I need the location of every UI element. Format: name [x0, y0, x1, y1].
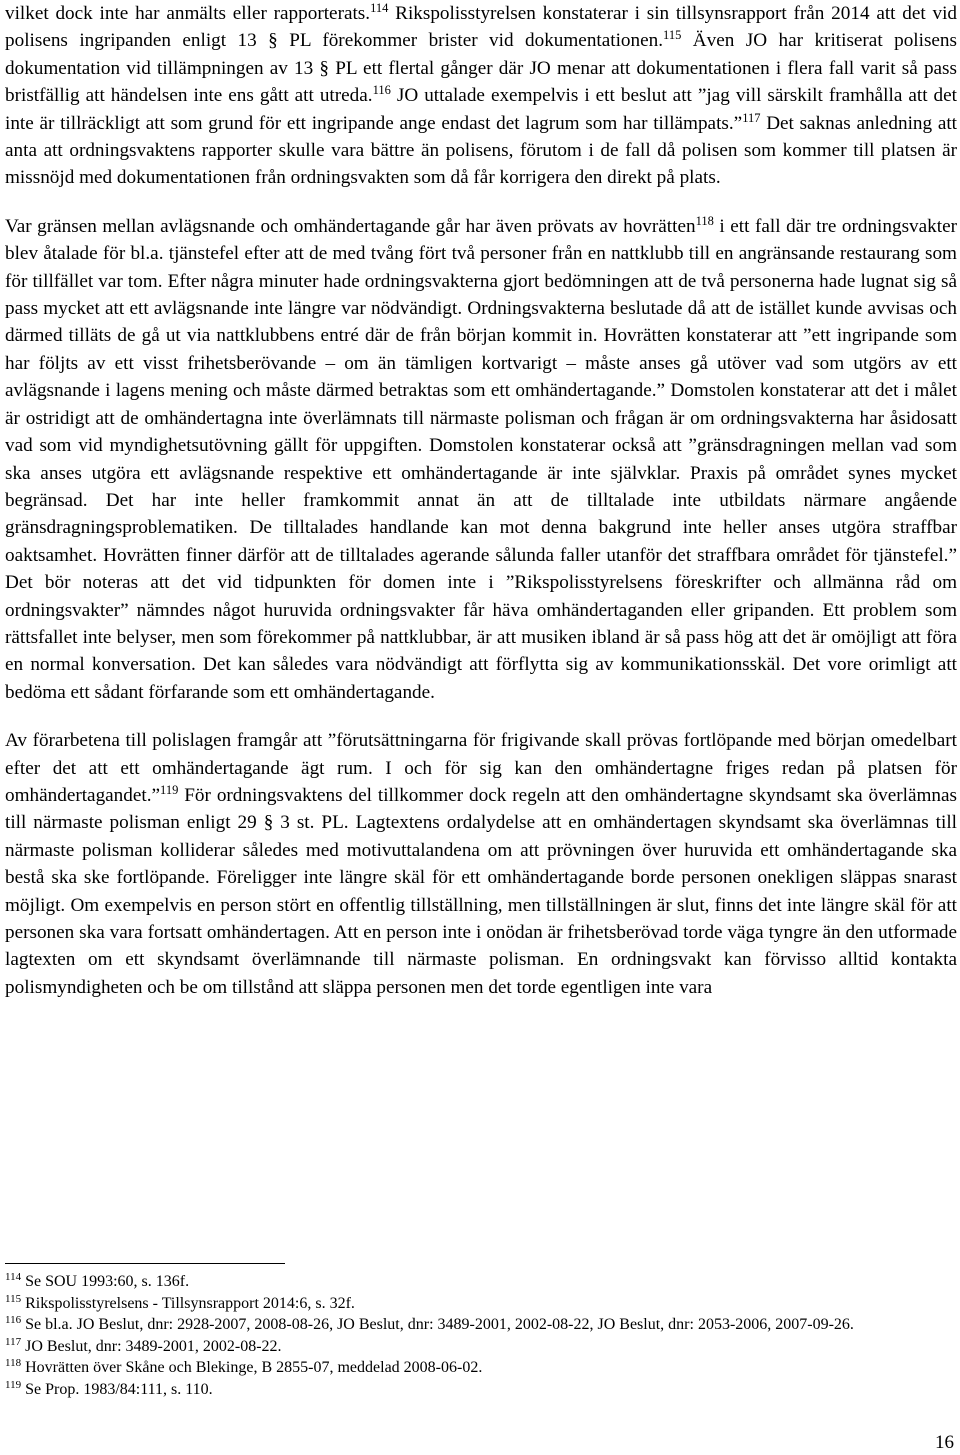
footnote-reference: 114 [370, 1, 389, 15]
footnote [5, 1271, 957, 1293]
footnote-text: Hovrätten över Skåne och Blekinge, B 2855-07, meddelad 2008-06-02. [25, 1359, 483, 1377]
paragraph-text: Även JO har kritiserat polisens dokumentation vid tillämpningen av 13 § PL ett flertal gånger där JO menar att dokumentationen i flera fall varit så pass bristfällig att händelsen inte ens gått att utreda. [5, 30, 957, 107]
footnote [5, 1357, 957, 1379]
page-number: 16 [935, 1432, 954, 1453]
footnote-number: 119 [5, 1378, 22, 1391]
footnote-reference: 119 [160, 782, 179, 797]
footnote-text: Se Prop. 1983/84:111, s. 110. [25, 1380, 213, 1398]
paragraph [5, 0, 957, 192]
footnote-number: 118 [5, 1357, 22, 1370]
footnotes [5, 1271, 957, 1401]
body-text [5, 0, 957, 1001]
paragraph-text: För ordningsvaktens del tillkommer dock regeln att den omhändertagne skyndsamt ska överlämnas till närmaste polisman enligt 29 § 3 st. PL. Lagtextens ordalydelse att en omhändertagen skyndsamt ska överlämnas till närmaste polisman kolliderar således med motivuttalandena om att prövningen över huruvida ett omhändertagande ska bestå ska ske fortlöpande. Föreligger inte längre skäl för ett omhändertagande borde personen onekligen släppas snarast möjligt. Om exempelvis en person stört en offentlig tillställning, men tillställningen är slut, finns det inte längre skäl för att personen ska vara fortsatt omhändertagen. Att en person inte i onödan är frihetsberövad torde väga tyngre än den utformade lagtexten om ett skyndsamt överlämnande till närmaste polisman. En ordningsvakt kan förvisso alltid kontakta polismyndigheten och be om tillstånd att släppa personen men det torde egentligen inte vara [5, 784, 957, 998]
paragraph-text: vilket dock inte har anmälts eller rapporterats. [5, 3, 371, 24]
paragraph-text: Var gränsen mellan avlägsnande och omhändertagande går har även prövats av hovrätten [5, 215, 696, 237]
footnote [5, 1379, 957, 1401]
footnote-reference: 117 [742, 110, 761, 125]
footnote [5, 1293, 957, 1315]
footnote-reference: 118 [695, 213, 714, 228]
paragraph-text: i ett fall där tre ordningsvakter blev åtalade för bl.a. tjänstefel efter att de med tvång fört två personer från en nattklubb till en angränsande restaurang som för tillfället var tom. Efter några minuter hade ordningsvakterna gjort bedömningen att de två personerna hade lugnat sig så pass mycket att ett avlägsnande inte längre var nödvändigt. Ordningsvakterna beslutade då att de istället kunde avvisas och därmed tilläts de gå ut via nattklubbens entré där de från början kommit in. Hovrätten konstaterar att ”ett ingripande som har följts av ett visst frihetsberövande – om än tämligen kortvarigt – måste anses gå utöver vad som utgörs av ett avlägsnande i lagens mening och måste därmed betraktas som ett omhändertagande.” Domstolen konstaterar att det i målet är ostridigt att de omhändertagna inte överlämnats till närmaste polisman och frågan är om ordningsvakterna har åsidosatt vad som vid myndighetsutövning gällt för uppgiften. Domstolen konstaterar också att ”gränsdragningen mellan vad som ska anses utgöra ett avlägsnande respektive ett omhändertagande är inte självklar. Praxis på området synes mycket begränsad. Det har inte heller framkommit annat än att de tilltalade inte utbildats närmare angående gränsdragningsproblematiken. De tilltalades handlande kan mot denna bakgrund inte heller anses utgöra straffbar oaktsamhet. Hovrätten finner därför att de tilltalades agerande sålunda faller utanför det straffbara området för tjänstefel.” Det bör noteras att det vid tidpunkten för domen inte i ”Rikspolisstyrelsens föreskrifter och allmänna råd om ordningsvakter” nämndes något huruvida ordningsvakter får häva omhändertaganden eller gripanden. Ett problem som rättsfallet inte belyser, men som förekommer på nattklubbar, är att musiken ibland är så pass hög att det är omöjligt att föra en normal konversation. Det kan således vara nödvändigt att förflytta sig av kommunikationsskäl. Det vore orimligt att bedöma ett sådant förfarande som ett omhändertagande. [5, 215, 957, 703]
footnote-text: Se SOU 1993:60, s. 136f. [25, 1273, 190, 1290]
footnote [5, 1314, 957, 1336]
footnote-number: 116 [5, 1314, 22, 1327]
footnote-text: Rikspolisstyrelsens - Tillsynsrapport 2014:6, s. 32f. [25, 1294, 355, 1312]
footnote-number: 114 [5, 1271, 22, 1283]
footnote-reference: 116 [372, 83, 391, 98]
footnote-number: 117 [5, 1335, 22, 1348]
paragraph-text: JO uttalade exempelvis i ett beslut att ”jag vill särskilt framhålla att det inte är tillräckligt att som grund för ett ingripande ange endast det lagrum som har tillämpats.” [5, 85, 957, 134]
footnote-text: Se bl.a. JO Beslut, dnr: 2928-2007, 2008-08-26, JO Beslut, dnr: 3489-2001, 2002-08-22, JO Beslut, dnr: 2053-2006, 2007-09-26. [25, 1316, 854, 1334]
footnote-text: JO Beslut, dnr: 3489-2001, 2002-08-22. [25, 1337, 282, 1355]
footnote-separator [5, 1263, 285, 1264]
document-page [5, 0, 957, 1001]
paragraph [5, 727, 957, 1001]
footnote-reference: 115 [663, 28, 682, 43]
paragraph-text: Rikspolisstyrelsen konstaterar i sin tillsynsrapport från 2014 att det vid polisens ingripanden enligt 13 § PL förekommer brister vid dokumentationen. [5, 3, 957, 52]
footnote-number: 115 [5, 1292, 22, 1305]
paragraph-text: Av förarbetena till polislagen framgår att ”förutsättningarna för frigivande skall prövas fortlöpande med början omedelbart efter det att ett omhändertagande ägt rum. I och för sig kan den omhändertagne friges redan på platsen för omhändertagandet.” [5, 730, 957, 806]
paragraph [5, 213, 957, 706]
footnote [5, 1336, 957, 1358]
paragraph-text: Det saknas anledning att anta att ordningsvaktens rapporter skulle vara bättre än polisens, förutom i de fall då polisen som kommer till platsen är missnöjd med dokumentationen från ordningsvakten som då får korrigera den direkt på plats. [5, 112, 957, 189]
